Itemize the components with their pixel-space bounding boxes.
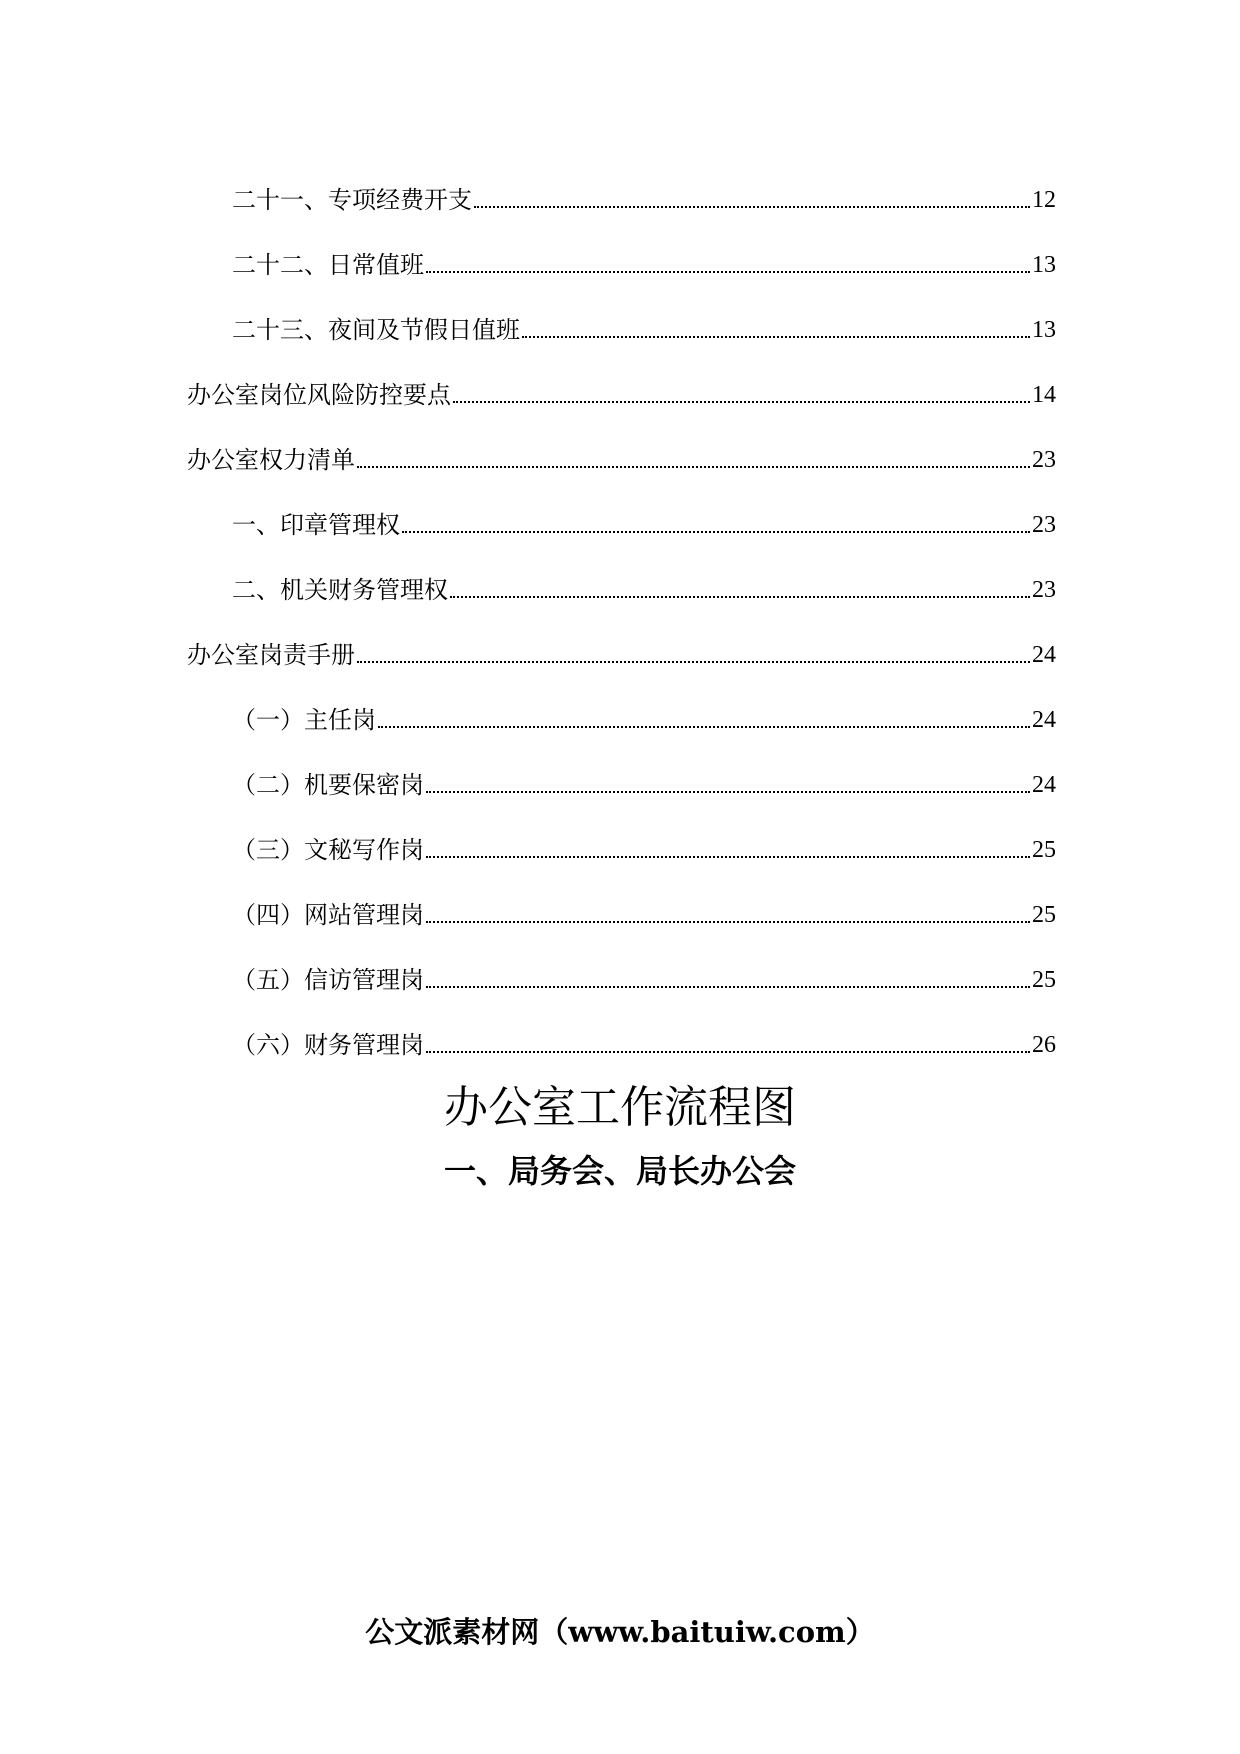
- toc-entry-label: 办公室权力清单: [187, 446, 355, 474]
- toc-entry[interactable]: [232, 565, 1056, 605]
- toc-page-number: 23: [1032, 447, 1056, 473]
- toc-entry-label: 二十三、夜间及节假日值班: [232, 316, 520, 344]
- toc-page-number: 25: [1032, 902, 1056, 928]
- toc-entry-label: 办公室岗位风险防控要点: [187, 381, 451, 409]
- toc-entry[interactable]: [187, 435, 1056, 475]
- toc-entry[interactable]: [187, 370, 1056, 410]
- toc-page-number: 26: [1032, 1032, 1056, 1058]
- toc-entry[interactable]: [187, 630, 1056, 670]
- toc-dot-leader: [402, 530, 1030, 533]
- toc-dot-leader: [378, 725, 1030, 728]
- toc-entry[interactable]: [232, 760, 1056, 800]
- toc-page-number: 24: [1032, 772, 1056, 798]
- toc-entry[interactable]: [232, 175, 1056, 215]
- toc-entry-label: （二）机要保密岗: [232, 771, 424, 799]
- toc-dot-leader: [453, 400, 1030, 403]
- toc-entry-label: 二十二、日常值班: [232, 251, 424, 279]
- toc-entry-label: 一、印章管理权: [232, 511, 400, 539]
- toc-dot-leader: [426, 1050, 1030, 1053]
- toc-dot-leader: [357, 465, 1030, 468]
- toc-page-number: 24: [1032, 707, 1056, 733]
- toc-entry[interactable]: [232, 1020, 1056, 1060]
- toc-entry-label: 二、机关财务管理权: [232, 576, 448, 604]
- toc-entry-label: 二十一、专项经费开支: [232, 186, 472, 214]
- toc-entry[interactable]: [232, 500, 1056, 540]
- toc-dot-leader: [522, 335, 1030, 338]
- toc-dot-leader: [426, 855, 1030, 858]
- toc-entry-label: （三）文秘写作岗: [232, 836, 424, 864]
- toc-page-number: 23: [1032, 577, 1056, 603]
- toc-entry[interactable]: [232, 305, 1056, 345]
- toc-dot-leader: [450, 595, 1030, 598]
- toc-entry[interactable]: [232, 825, 1056, 865]
- toc-page-number: 25: [1032, 967, 1056, 993]
- section-title: 办公室工作流程图: [444, 1082, 796, 1133]
- toc-entry[interactable]: [232, 240, 1056, 280]
- toc-entry-label: （六）财务管理岗: [232, 1031, 424, 1059]
- toc-page-number: 13: [1032, 252, 1056, 278]
- toc-entry-label: （一）主任岗: [232, 706, 376, 734]
- section-subtitle: 一、局务会、局长办公会: [443, 1152, 796, 1190]
- toc-dot-leader: [426, 790, 1030, 793]
- toc-dot-leader: [426, 985, 1030, 988]
- toc-entry-label: 办公室岗责手册: [187, 641, 355, 669]
- toc-dot-leader: [426, 270, 1030, 273]
- toc-dot-leader: [357, 660, 1030, 663]
- toc-entry-label: （四）网站管理岗: [232, 901, 424, 929]
- toc-dot-leader: [474, 205, 1030, 208]
- toc-dot-leader: [426, 920, 1030, 923]
- toc-entry[interactable]: [232, 955, 1056, 995]
- toc-entry[interactable]: [232, 890, 1056, 930]
- toc-entry-label: （五）信访管理岗: [232, 966, 424, 994]
- toc-page-number: 14: [1032, 382, 1056, 408]
- toc-page-number: 23: [1032, 512, 1056, 538]
- toc-page-number: 13: [1032, 317, 1056, 343]
- toc-page-number: 12: [1032, 187, 1056, 213]
- toc-entry[interactable]: [232, 695, 1056, 735]
- footer-watermark: 公文派素材网（www.baituiw.com）: [365, 1615, 875, 1649]
- toc-page-number: 25: [1032, 837, 1056, 863]
- toc-page-number: 24: [1032, 642, 1056, 668]
